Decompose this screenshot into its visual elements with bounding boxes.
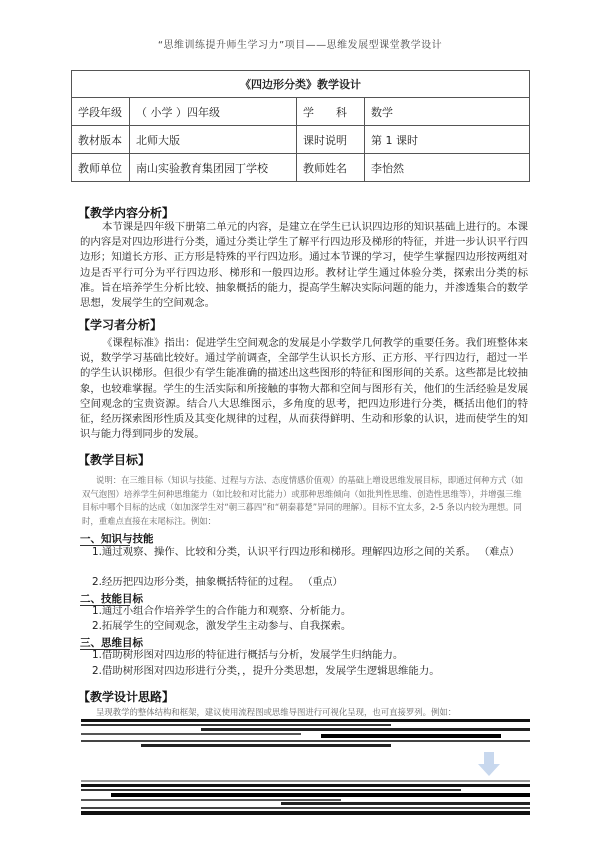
- grade-value: （ 小学 ）四年级: [130, 98, 297, 126]
- goal-item-tag: （难点）: [479, 547, 520, 558]
- goal-item-text: 1.通过观察、操作、比较和分类，认识平行四边形和梯形。理解四边形之间的关系。: [92, 546, 476, 558]
- info-table: [71, 70, 530, 182]
- subject-value: 数学: [365, 98, 530, 126]
- goal-item: [92, 648, 528, 663]
- design-note: 呈现教学的整体结构和框架，建议使用流程图或思维导图进行可视化呈现，也可直接罗列。例如：: [96, 707, 457, 717]
- skill-heading: 二、技能目标: [80, 593, 143, 605]
- learner-analysis-text: 《课程标准》指出：促进学生空间观念的发展是小学数学几何教学的重要任务。我们班整体来说，数学学习基础比较好。通过学前调查，全部学生认识长方形、正方形、平行四边行，超过一半的学生认识梯形。但很少有学生能准确的描述出这些图形的特征和图形间的关系。这些都是比较抽象，也较难掌握。学生的生活实际和所接触的事物大都和空间与图形有关，他们的生活经验是发展空间观念的宝贵资源。结合八大思维图示，多角度的思考，把四边形进行分类，概括出他们的特征，经历探索图形性质及其变化规律的过程，从而获得鲜明、生动和形象的认识，进而使学生的知识与能力得到同步的发展。: [80, 337, 529, 441]
- page-header: “思维训练提升师生学习力”项目——思维发展型课堂教学设计: [157, 40, 443, 51]
- goals-note: 说明：在三维目标（知识与技能、过程与方法、态度情感价值观）的基础上增设思维发展目标，即通过何种方式（如双气泡图）培养学生何种思维能力（如比较和对比能力）或那种思维倾向（如批判性思维、创造性思维等），并增强三维目标中哪个目标的达成（如加深学生对“朝三暮四”和“朝秦暮楚”异同的理解）。目标不宜太多，2-5 条以内较为理想。同时，重难点直接在末尾标注。例如：: [82, 475, 524, 526]
- content-analysis-text: 本节课是四年级下册第二单元的内容，是建立在学生已认识四边形的知识基础上进行的。本课的内容是对四边形进行分类，通过分类让学生了解平行四边形及梯形的特征，并进一步认识平行四边形；知道长方形、正方形是特殊的平行四边形。通过本节课的学习，使学生掌握四边形按两组对边是否平行可分为平行四边形、梯形和一般四边形。教材让学生通过体验分类，探索出分类的标准。旨在培养学生分析比较、抽象概括的能力，提高学生解决实际问题的能力，并渗透集合的数学思想，发展学生的空间观念。: [80, 221, 529, 310]
- scan-noise-band: [81, 719, 530, 747]
- learner-analysis-title: 【学习者分析】: [78, 318, 163, 332]
- lesson-label: 课时说明: [297, 126, 365, 154]
- goal-item-text: 2.借助树形图对四边形进行分类，，提升分类思想，发展学生逻辑思维能力。: [92, 665, 440, 677]
- textbook-value: 北师大版: [130, 126, 297, 154]
- school-label: 教师单位: [72, 154, 130, 182]
- goal-item: [92, 619, 528, 634]
- content-analysis-title: 【教学内容分析】: [78, 206, 175, 220]
- table-row: [72, 98, 530, 126]
- goal-item-text: 1.借助树形图对四边形的特征进行概括与分析，发展学生归纳能力。: [92, 649, 404, 661]
- subject-label: 学 科: [297, 98, 365, 126]
- goal-item: [92, 575, 528, 590]
- lesson-value: 第 1 课时: [365, 126, 530, 154]
- school-value: 南山实验教育集团园丁学校: [130, 154, 297, 182]
- goal-item: [92, 604, 528, 619]
- goal-item-tag: （重点）: [302, 577, 343, 588]
- goal-item-text: 2.拓展学生的空间观念，激发学生主动参与、自我探索。: [92, 620, 352, 632]
- table-row: [72, 154, 530, 182]
- grade-label: 学段年级: [72, 98, 130, 126]
- arrow-down-icon: [478, 752, 500, 776]
- goal-item-text: 1.通过小组合作培养学生的合作能力和观察、分析能力。: [92, 605, 352, 617]
- goal-item-text: 2.经历把四边形分类，抽象概括特征的过程。: [92, 576, 300, 588]
- goal-item: [92, 545, 528, 560]
- knowledge-heading: 一、知识与技能: [80, 533, 154, 545]
- goals-title: 【教学目标】: [78, 453, 151, 467]
- table-title: 《四边形分类》教学设计: [72, 71, 530, 98]
- teacher-label: 教师姓名: [297, 154, 365, 182]
- teacher-value: 李怡然: [365, 154, 530, 182]
- goal-item: [92, 664, 528, 679]
- table-row: [72, 126, 530, 154]
- textbook-label: 教材版本: [72, 126, 130, 154]
- scan-noise-band: [81, 780, 530, 816]
- thinking-heading: 三、思维目标: [80, 637, 143, 649]
- design-title: 【教学设计思路】: [78, 690, 175, 704]
